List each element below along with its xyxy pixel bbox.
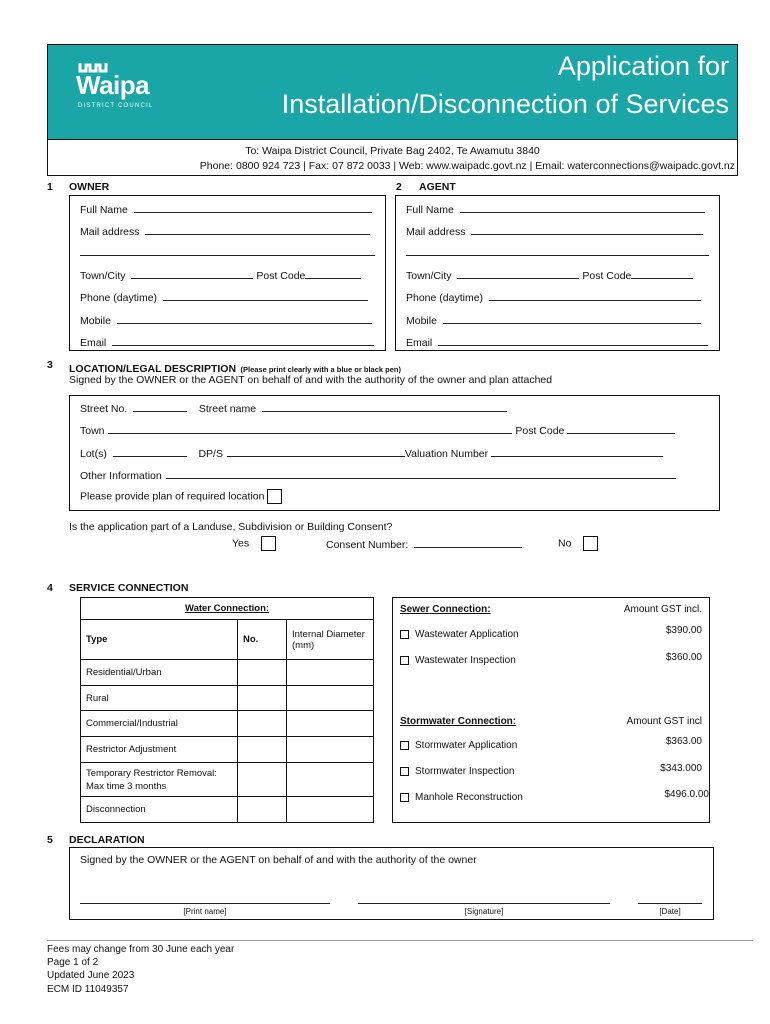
stormwater-application-amount: $363.00 [665,736,702,747]
owner-box [69,195,386,351]
water-row-no-cell[interactable] [238,797,287,823]
section-1-title: OWNER [69,181,110,193]
sewer-heading: Sewer Connection: [400,604,491,615]
plan-label: Please provide plan of required location [80,490,265,503]
contact-info [47,140,738,176]
agent-full-name-label: Full Name [406,204,454,216]
manhole-reconstruction-label: Manhole Reconstruction [415,792,523,803]
stormwater-application-label: Stormwater Application [415,740,518,751]
consent-no [558,536,598,551]
declaration-signed-text: Signed by the OWNER or the AGENT on behalf of and with the authority of the owner [80,854,477,866]
consent-number-field[interactable] [326,538,522,551]
owner-mobile-label: Mobile [80,315,111,327]
valuation-label: Valuation Number [404,448,489,460]
owner-full-name-label: Full Name [80,204,128,216]
other-info-label: Other Information [80,470,162,482]
sewer-item-wastewater-application[interactable] [400,629,519,640]
owner-mail-address-field[interactable] [80,225,370,238]
stormwater-item-application[interactable] [400,740,517,751]
wastewater-inspection-amount: $360.00 [665,652,702,663]
logo-text: Waipa [76,70,150,100]
agent-town-field[interactable] [406,269,693,282]
consent-question: Is the application part of a Landuse, Subdivision or Building Consent? [69,521,393,533]
print-name-label: [Print name] [183,907,227,916]
stormwater-item-manhole[interactable] [400,792,523,803]
footer-page-number: Page 1 of 2 [47,957,99,968]
section-3-note: (Please print clearly with a blue or black pen) [240,365,401,374]
stormwater-item-inspection[interactable] [400,766,515,777]
wastewater-inspection-checkbox[interactable] [400,656,409,665]
agent-phone-label: Phone (daytime) [406,292,484,304]
footer-updated: Updated June 2023 [47,970,135,981]
lot-dp-valuation-field[interactable] [80,447,663,460]
street-no-field[interactable] [80,402,507,415]
water-row-diameter-cell[interactable] [287,660,374,686]
owner-email-label: Email [80,337,107,349]
lots-label: Lot(s) [80,448,107,460]
agent-mail-address-line2[interactable] [406,246,709,259]
owner-mail-address-label: Mail address [80,226,140,238]
sewer-stormwater-box [392,597,710,823]
water-col-no: No. [238,620,287,660]
agent-full-name-field[interactable] [406,203,705,216]
water-row-no-cell[interactable] [238,763,287,797]
street-name-label: Street name [198,403,257,415]
owner-full-name-field[interactable] [80,203,372,216]
water-row-type: Temporary Restrictor Removal: Max time 3 months [81,763,238,797]
dps-label: DP/S [198,448,223,460]
owner-mail-address-line2[interactable] [80,246,375,259]
signature-label: [Signature] [464,907,504,916]
water-row-no-cell[interactable] [238,660,287,686]
water-row-diameter-cell[interactable] [287,797,374,823]
plan-checkbox[interactable] [267,489,282,504]
section-3-title: LOCATION/LEGAL DESCRIPTION [69,363,237,375]
section-4-number: 4 [47,582,53,594]
manhole-reconstruction-amount: $496.0.00 [664,789,709,800]
stormwater-application-checkbox[interactable] [400,741,409,750]
other-info-field[interactable] [80,469,676,482]
owner-town-label: Town/City [80,270,126,282]
location-box [69,395,720,511]
sewer-amount-heading: Amount GST incl. [623,604,702,615]
water-row-diameter-cell[interactable] [287,737,374,763]
footer-fees-note: Fees may change from 30 June each year [47,944,235,955]
water-row-diameter-cell[interactable] [287,686,374,711]
water-row-type: Rural [81,686,238,711]
sewer-item-wastewater-inspection[interactable] [400,655,516,666]
header-banner [47,44,738,140]
manhole-reconstruction-checkbox[interactable] [400,793,409,802]
consent-yes-checkbox[interactable] [261,536,276,551]
agent-mail-address-label: Mail address [406,226,466,238]
date-line[interactable] [638,903,702,904]
page-title-line2: Installation/Disconnection of Services [281,89,729,119]
owner-mobile-field[interactable] [80,314,372,327]
consent-no-checkbox[interactable] [583,536,598,551]
water-row-type: Residential/Urban [81,660,238,686]
stormwater-heading: Stormwater Connection: [400,716,517,727]
owner-phone-field[interactable] [80,291,368,304]
agent-mobile-label: Mobile [406,315,437,327]
section-5-number: 5 [47,834,53,846]
agent-email-field[interactable] [406,336,708,349]
section-5-title: DECLARATION [69,834,145,846]
agent-mail-address-field[interactable] [406,225,703,238]
town-label: Town [80,425,105,437]
date-label: [Date] [659,907,681,916]
section-2-number: 2 [396,181,402,193]
agent-mobile-field[interactable] [406,314,701,327]
contact-details: Phone: 0800 924 723 | Fax: 07 872 0033 | Web: www.waipadc.govt.nz | Email: waterconnections@waipadc.govt.nz [199,160,735,172]
water-connection-table [80,597,374,823]
wastewater-application-amount: $390.00 [665,625,702,636]
print-name-line[interactable] [80,903,330,904]
footer-ecm-id: ECM ID 11049357 [47,984,129,995]
plan-field [80,489,282,504]
section-4-title: SERVICE CONNECTION [69,582,189,594]
declaration-box [69,847,714,920]
consent-no-label: No [558,537,572,550]
stormwater-inspection-checkbox[interactable] [400,767,409,776]
stormwater-amount-heading: Amount GST incl [626,716,702,727]
water-row-diameter-cell[interactable] [287,763,374,797]
stormwater-inspection-label: Stormwater Inspection [415,766,515,777]
water-row-no-cell[interactable] [238,711,287,737]
location-postcode-label: Post Code [515,425,565,437]
owner-postcode-label: Post Code [256,270,306,282]
wastewater-inspection-label: Wastewater Inspection [415,655,516,666]
consent-yes-label: Yes [232,537,250,550]
water-connection-heading: Water Connection: [81,598,374,620]
town-field[interactable] [80,424,675,437]
agent-town-label: Town/City [406,270,452,282]
agent-postcode-label: Post Code [582,270,632,282]
section-2-title: AGENT [419,181,456,193]
signature-line[interactable] [358,903,610,904]
agent-phone-field[interactable] [406,291,701,304]
water-row-type: Disconnection [81,797,238,823]
water-col-type: Type [81,620,238,660]
owner-town-field[interactable] [80,269,361,282]
wastewater-application-label: Wastewater Application [415,629,519,640]
page-title-line1: Application for [557,51,729,81]
water-row-no-cell[interactable] [238,686,287,711]
water-row-type: Commercial/Industrial [81,711,238,737]
wastewater-application-checkbox[interactable] [400,630,409,639]
consent-yes [232,536,276,551]
section-1-number: 1 [47,181,53,193]
water-row-no-cell[interactable] [238,737,287,763]
stormwater-inspection-amount: $343.000 [660,763,702,774]
contact-address: To: Waipa District Council, Private Bag 2402, Te Awamutu 3840 [245,145,540,157]
water-row-type: Restrictor Adjustment [81,737,238,763]
street-no-label: Street No. [80,403,128,415]
section-3-number: 3 [47,359,53,371]
agent-box [395,195,720,351]
section-3-signed-text: Signed by the OWNER or the AGENT on behalf of and with the authority of the owner and plan attached [69,374,553,386]
logo-subtitle: DISTRICT COUNCIL [78,103,154,109]
footer-divider [47,940,753,941]
water-row-diameter-cell[interactable] [287,711,374,737]
owner-email-field[interactable] [80,336,374,349]
owner-phone-label: Phone (daytime) [80,292,158,304]
water-col-diameter: Internal Diameter (mm) [287,620,374,660]
agent-email-label: Email [406,337,433,349]
consent-number-label: Consent Number: [326,539,409,551]
